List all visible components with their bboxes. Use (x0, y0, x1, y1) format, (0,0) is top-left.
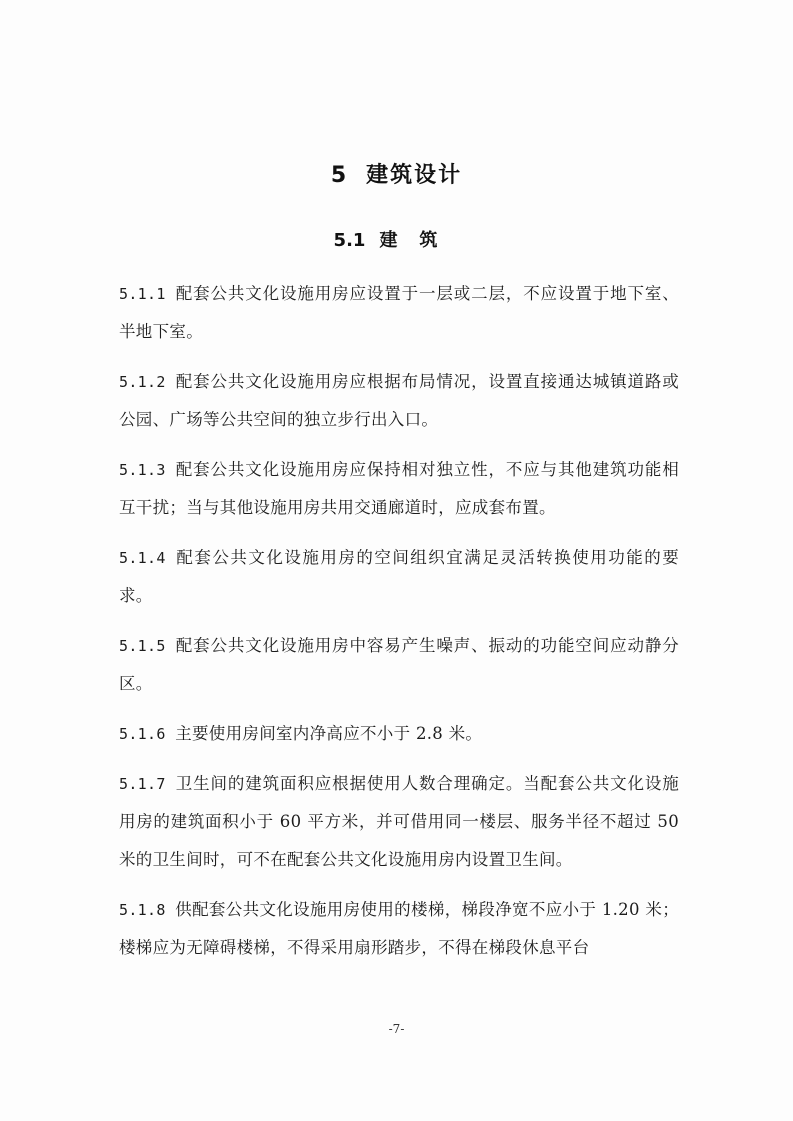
chapter-title (0, 158, 793, 189)
clause-text: 卫生间的建筑面积应根据使用人数合理确定。当配套公共文化设施用房的建筑面积小于 60 平方米，并可借用同一楼层、服务半径不超过 50 米的卫生间时，可不在配套公共文化设施用房内设置卫生间。 (119, 774, 680, 869)
clause-number: 5.1.4 (119, 549, 166, 567)
clause-text: 配套公共文化设施用房的空间组织宜满足灵活转换使用功能的要求。 (119, 548, 680, 605)
clause-number: 5.1.5 (119, 637, 166, 655)
section-title (0, 226, 793, 252)
clause-5-1-7 (119, 765, 679, 879)
clause-5-1-5 (119, 627, 679, 703)
clause-5-1-1 (119, 275, 679, 351)
clause-5-1-4 (119, 539, 679, 615)
clause-5-1-3 (119, 451, 679, 527)
clause-text: 配套公共文化设施用房中容易产生噪声、振动的功能空间应动静分区。 (119, 636, 680, 693)
clause-text: 配套公共文化设施用房应设置于一层或二层，不应设置于地下室、半地下室。 (119, 284, 680, 341)
clause-5-1-6 (119, 715, 679, 753)
section-number: 5.1 (333, 230, 366, 251)
clause-5-1-2 (119, 363, 679, 439)
clause-number: 5.1.1 (119, 285, 166, 303)
clause-text: 主要使用房间室内净高应不小于 2.8 米。 (175, 724, 483, 743)
page-number: -7- (388, 1022, 405, 1036)
clause-list (119, 275, 679, 979)
clause-number: 5.1.7 (119, 775, 166, 793)
clause-number: 5.1.2 (119, 373, 166, 391)
clause-5-1-8 (119, 891, 679, 967)
clause-number: 5.1.6 (119, 725, 166, 743)
chapter-number: 5 (330, 163, 349, 188)
clause-number: 5.1.8 (119, 901, 166, 919)
chapter-name: 建筑设计 (366, 163, 463, 188)
section-name: 建筑 (379, 230, 460, 251)
clause-text: 配套公共文化设施用房应根据布局情况，设置直接通达城镇道路或公园、广场等公共空间的独立步行出入口。 (119, 372, 680, 429)
clause-number: 5.1.3 (119, 461, 166, 479)
clause-text: 供配套公共文化设施用房使用的楼梯，梯段净宽不应小于 1.20 米；楼梯应为无障碍楼梯，不得采用扇形踏步，不得在梯段休息平台 (119, 900, 679, 957)
clause-text: 配套公共文化设施用房应保持相对独立性，不应与其他建筑功能相互干扰；当与其他设施用房共用交通廊道时，应成套布置。 (119, 460, 680, 517)
